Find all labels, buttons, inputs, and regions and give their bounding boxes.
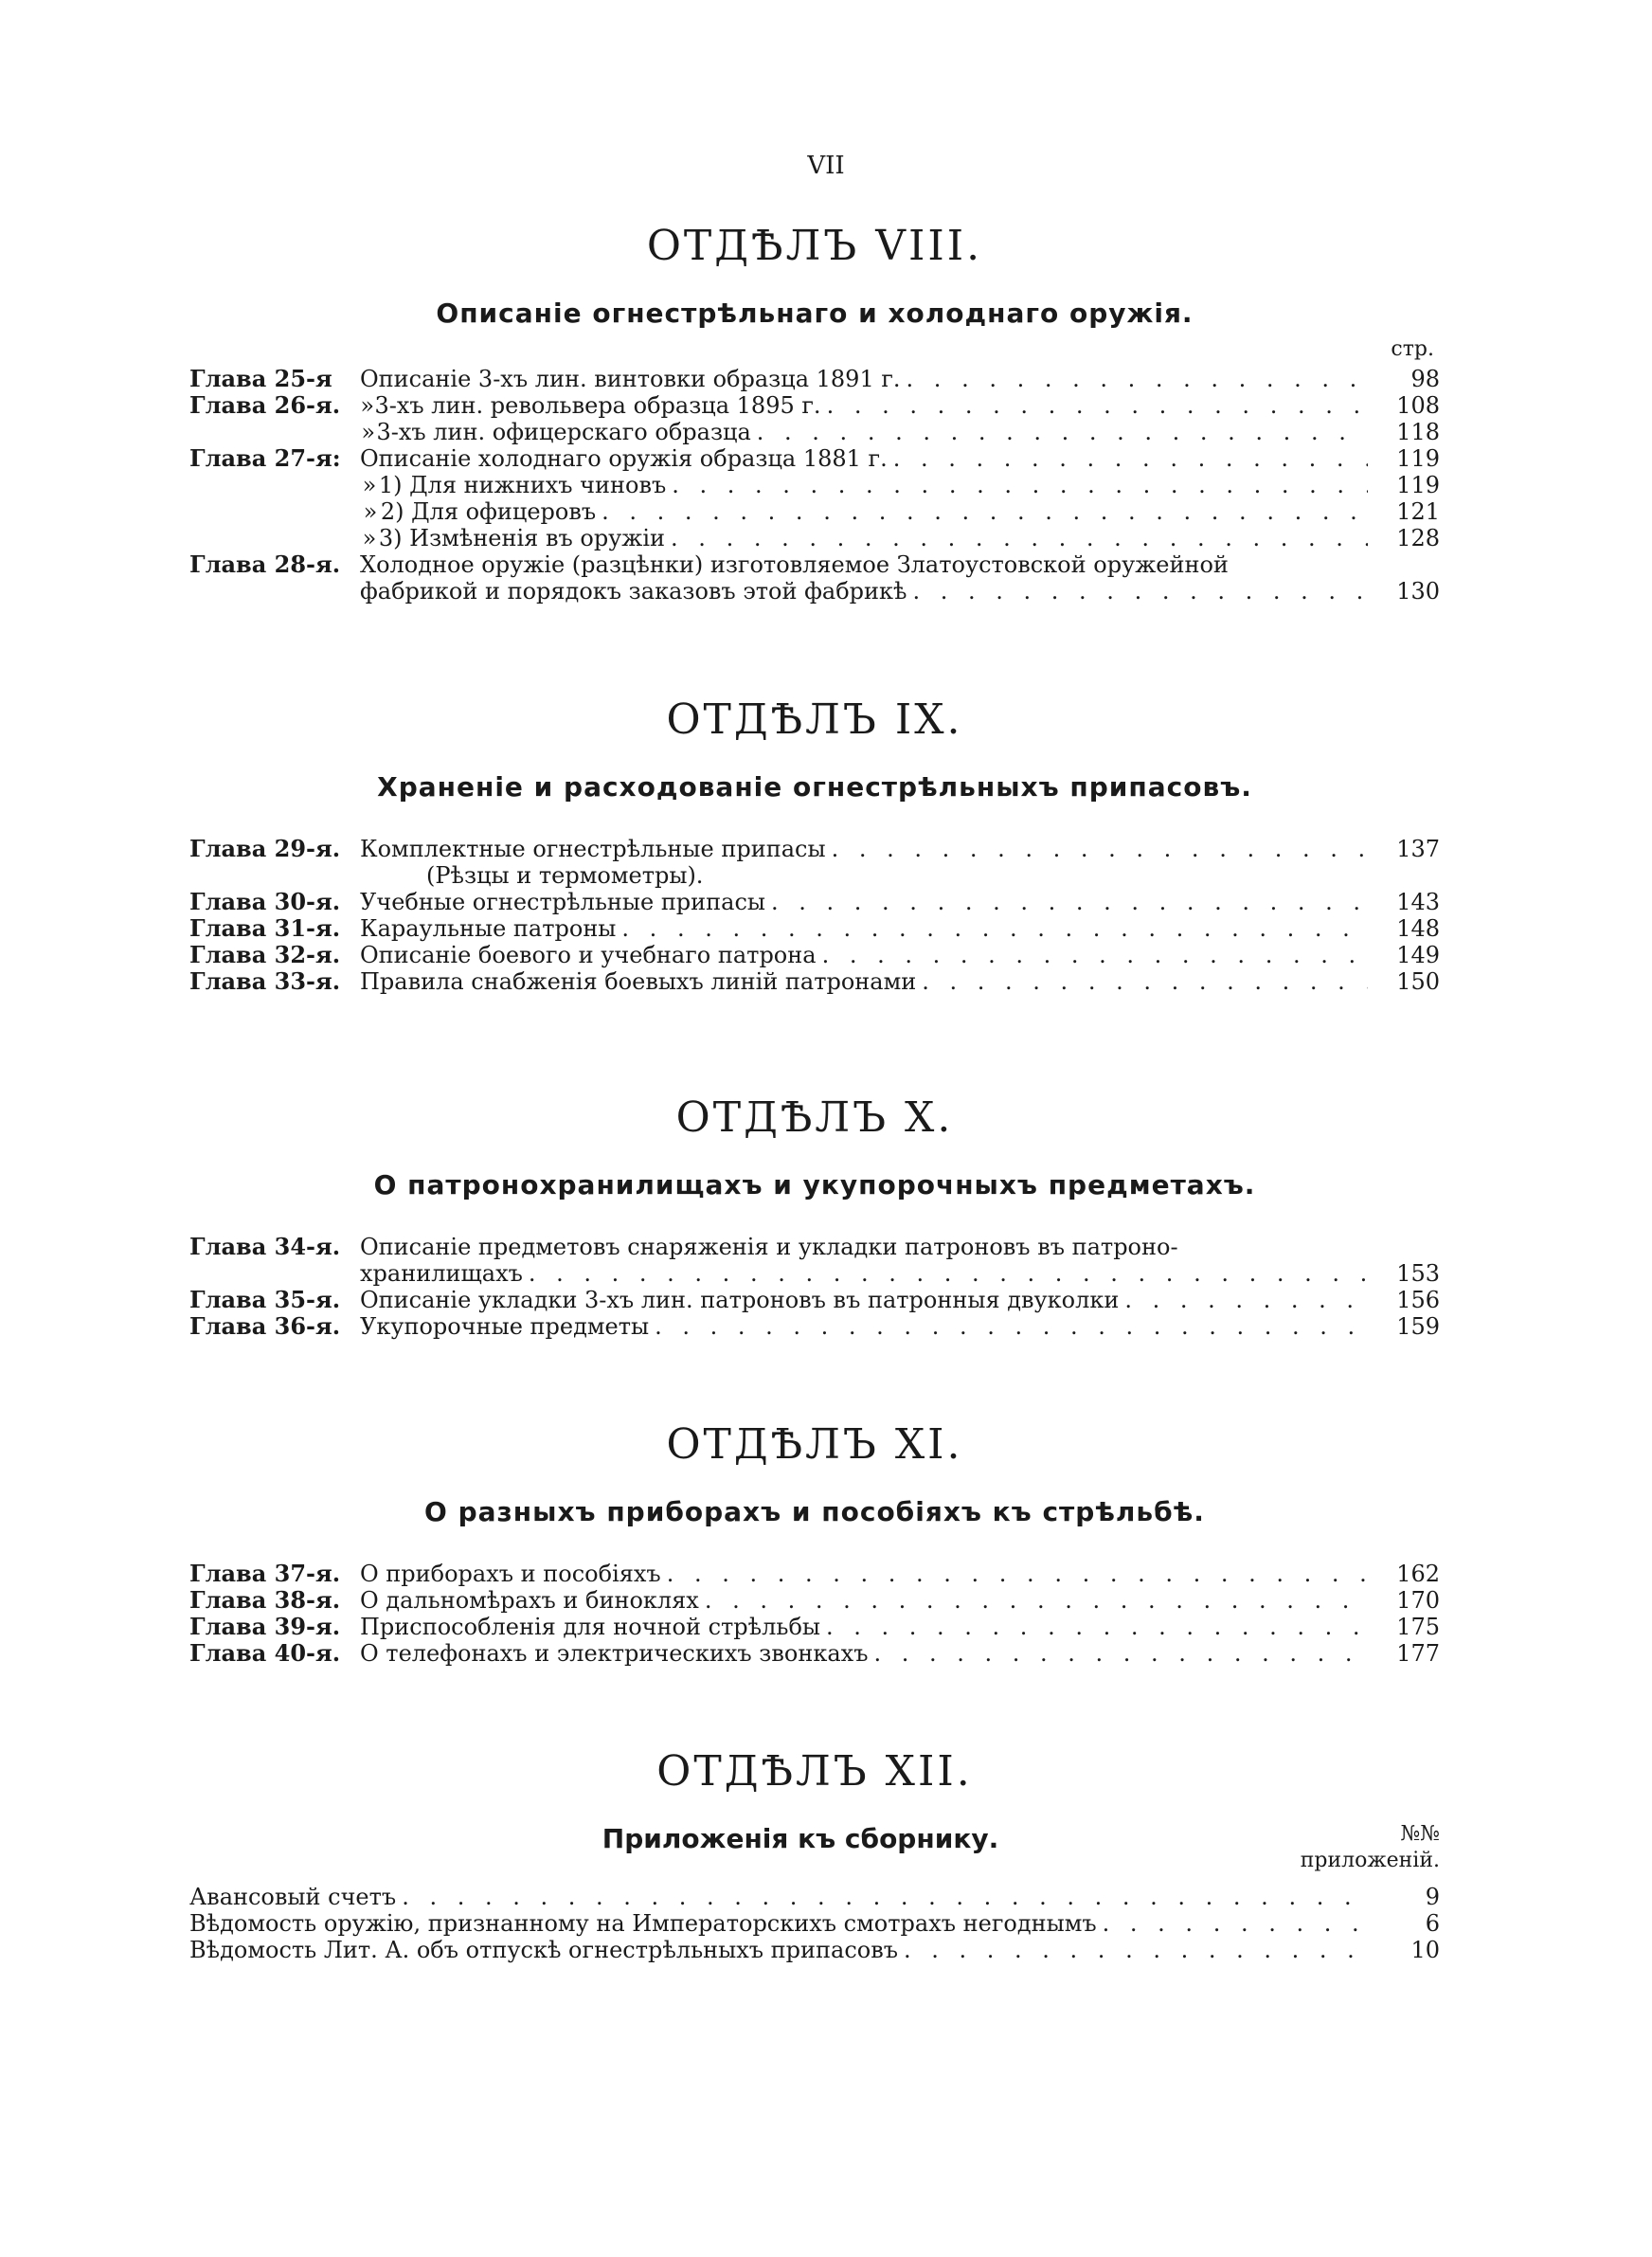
chapter-title: Учебные огнестрѣльные припасы <box>360 889 766 915</box>
chapter-title: (Рѣзцы и термометры). <box>426 862 704 889</box>
toc-row <box>189 1640 1440 1667</box>
chapter-title: хранилищахъ <box>360 1260 523 1287</box>
page-ref: 153 <box>1396 1260 1440 1287</box>
section-11 <box>189 1417 1440 1667</box>
chapter-title: Правила снабженія боевыхъ линій патронами <box>360 968 917 995</box>
toc-row <box>189 915 1440 942</box>
page-ref: 156 <box>1396 1287 1440 1313</box>
page-ref: 143 <box>1396 889 1440 915</box>
chapter-label: Глава 36-я. <box>189 1312 341 1340</box>
toc-row <box>189 392 1440 419</box>
appendix-number-header-2: приложеній. <box>1300 1849 1440 1872</box>
page-ref: 177 <box>1396 1640 1440 1667</box>
chapter-label: Глава 29-я. <box>189 835 341 862</box>
section-10 <box>189 1090 1440 1340</box>
chapter-label: Глава 35-я. <box>189 1286 341 1313</box>
appendix-number: 6 <box>1425 1910 1440 1937</box>
page-ref: 119 <box>1396 472 1440 498</box>
page-ref: 137 <box>1396 836 1440 862</box>
toc-row <box>189 1260 1440 1287</box>
appendix-number-header: №№ <box>1400 1822 1440 1846</box>
chapter-title: О телефонахъ и электрическихъ звонкахъ <box>360 1640 869 1667</box>
section-subtitle: Приложенія къ сборнику. <box>602 1823 999 1854</box>
ditto-mark: » <box>361 419 376 445</box>
chapter-label: Глава 39-я. <box>189 1613 341 1640</box>
section-subtitle: О разныхъ приборахъ и пособіяхъ къ стрѣльбѣ. <box>424 1496 1205 1527</box>
toc-row <box>189 445 1440 472</box>
toc-row <box>189 1614 1440 1640</box>
chapter-label: Глава 25-я <box>189 365 332 392</box>
section-12 <box>189 1743 1440 1963</box>
page-ref: 98 <box>1410 366 1440 392</box>
chapter-title: Описаніе холоднаго оружія образца 1881 г. <box>360 445 888 472</box>
section-title: ОТДѢЛЪ X. <box>675 1093 954 1142</box>
chapter-title: 2) Для офицеровъ <box>380 498 597 525</box>
chapter-title: Караульные патроны <box>360 915 617 942</box>
appendix-row <box>189 1910 1440 1937</box>
toc-row <box>189 366 1440 392</box>
toc-row <box>189 472 1440 498</box>
toc-row <box>189 1313 1440 1340</box>
chapter-title: Холодное оружіе (разцѣнки) изготовляемое Златоустовской оружейной <box>360 551 1229 578</box>
page-ref: 162 <box>1396 1561 1440 1587</box>
toc-row <box>189 419 1440 445</box>
section-subtitle: Описаніе огнестрѣльнаго и холоднаго оружія. <box>436 298 1194 329</box>
section-title: ОТДѢЛЪ VIII. <box>646 222 983 270</box>
chapter-label: Глава 28-я. <box>189 551 341 578</box>
page-ref: 108 <box>1396 392 1440 419</box>
page-number: VII <box>807 152 845 180</box>
toc-row <box>189 498 1440 525</box>
appendix-row <box>189 1937 1440 1963</box>
chapter-label: Глава 37-я. <box>189 1560 341 1587</box>
section-8 <box>189 218 1440 605</box>
appendix-title: Вѣдомость Лит. А. объ отпускѣ огнестрѣльныхъ припасовъ <box>189 1937 898 1963</box>
toc-row <box>189 1587 1440 1614</box>
chapter-title: Описаніе 3-хъ лин. винтовки образца 1891 г. <box>360 366 901 392</box>
chapter-title: 1) Для нижнихъ чиновъ <box>378 472 667 498</box>
chapter-label: Глава 32-я. <box>189 941 341 968</box>
chapter-title: 3-хъ лин. офицерскаго образца <box>376 419 751 445</box>
page-ref: 128 <box>1396 525 1440 551</box>
appendix-number: 9 <box>1425 1884 1440 1910</box>
toc-row <box>189 862 1440 889</box>
appendix-title: Вѣдомость оружію, признанному на Императорскихъ смотрахъ негоднымъ <box>189 1910 1097 1937</box>
toc-row <box>189 525 1440 551</box>
page-ref: 118 <box>1396 419 1440 445</box>
toc-row <box>189 1561 1440 1587</box>
chapter-title: 3-хъ лин. револьвера образца 1895 г. <box>374 392 821 419</box>
chapter-title: Приспособленія для ночной стрѣльбы <box>360 1614 820 1640</box>
page-ref: 148 <box>1396 915 1440 942</box>
ditto-mark: » <box>363 498 378 525</box>
chapter-title: Описаніе боевого и учебнаго патрона <box>360 942 817 968</box>
chapter-label: Глава 26-я. <box>189 391 341 419</box>
ditto-mark: » <box>362 472 377 498</box>
chapter-title: фабрикой и порядокъ заказовъ этой фабрикѣ <box>360 578 907 605</box>
page-ref: 170 <box>1396 1587 1440 1614</box>
page-ref: 150 <box>1396 968 1440 995</box>
toc-row <box>189 836 1440 862</box>
chapter-title: Описаніе предметовъ снаряженія и укладки патроновъ въ патроно- <box>360 1234 1178 1260</box>
chapter-label: Глава 40-я. <box>189 1639 341 1667</box>
toc-row <box>189 968 1440 995</box>
toc-row <box>189 889 1440 915</box>
chapter-title: Укупорочные предметы <box>360 1313 650 1340</box>
section-subtitle: О патронохранилищахъ и укупорочныхъ предметахъ. <box>373 1169 1256 1201</box>
toc-row <box>189 551 1440 578</box>
ditto-mark: » <box>360 392 375 419</box>
chapter-label: Глава 30-я. <box>189 888 341 915</box>
appendix-row <box>189 1884 1440 1910</box>
ditto-mark: » <box>362 525 377 551</box>
section-title: ОТДѢЛЪ XI. <box>666 1420 963 1469</box>
page-ref: 130 <box>1396 578 1440 605</box>
chapter-title: Описаніе укладки 3-хъ лин. патроновъ въ патронныя двуколки <box>360 1287 1120 1313</box>
section-title: ОТДѢЛЪ XII. <box>656 1747 973 1796</box>
section-subtitle: Храненіе и расходованіе огнестрѣльныхъ припасовъ. <box>377 771 1252 803</box>
appendix-number: 10 <box>1410 1937 1440 1963</box>
page-ref: 121 <box>1396 498 1440 525</box>
page-ref: 149 <box>1396 942 1440 968</box>
toc-row <box>189 1234 1440 1260</box>
chapter-title: О приборахъ и пособіяхъ <box>360 1561 661 1587</box>
chapter-label: Глава 38-я. <box>189 1586 341 1614</box>
section-9 <box>189 692 1440 995</box>
page-ref: 119 <box>1396 445 1440 472</box>
chapter-label: Глава 27-я: <box>189 444 341 472</box>
toc-row <box>189 578 1440 605</box>
page-column-header: стр. <box>1391 337 1434 361</box>
toc-row <box>189 942 1440 968</box>
chapter-title: Комплектные огнестрѣльные припасы <box>360 836 826 862</box>
page-ref: 159 <box>1396 1313 1440 1340</box>
chapter-label: Глава 31-я. <box>189 914 341 942</box>
chapter-label: Глава 33-я. <box>189 967 341 995</box>
chapter-title: О дальномѣрахъ и биноклях <box>360 1587 699 1614</box>
toc-row <box>189 1287 1440 1313</box>
section-title: ОТДѢЛЪ IX. <box>666 695 963 744</box>
page-ref: 175 <box>1396 1614 1440 1640</box>
chapter-label: Глава 34-я. <box>189 1233 341 1260</box>
appendix-title: Авансовый счетъ <box>189 1884 397 1910</box>
chapter-title: 3) Измѣненія въ оружіи <box>378 525 666 551</box>
